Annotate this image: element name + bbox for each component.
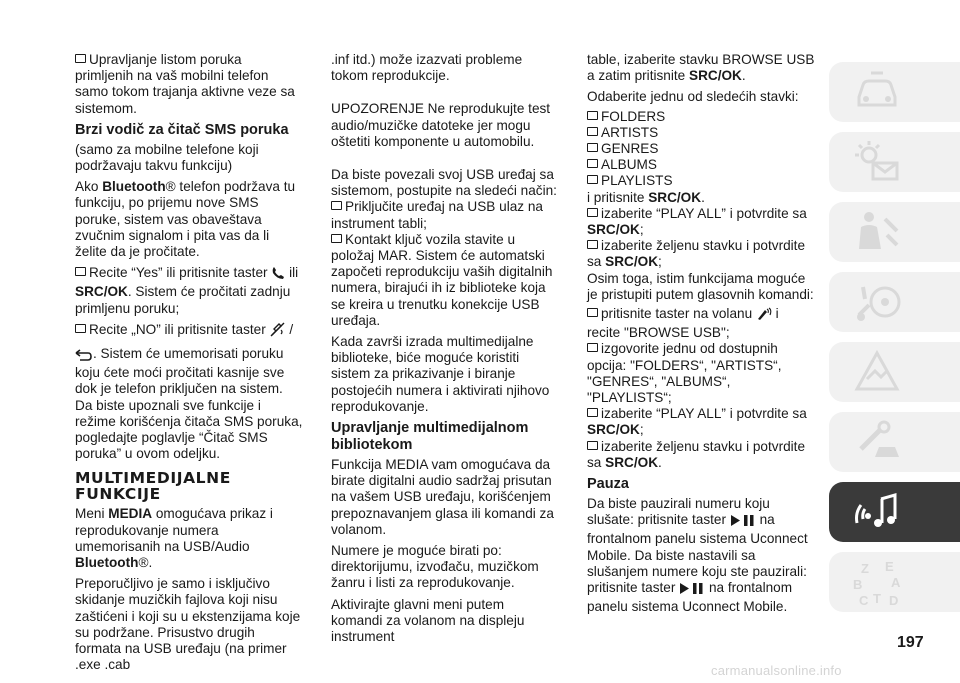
section-heading-multimedia: MULTIMEDIJALNE FUNKCIJE — [75, 469, 231, 504]
voice-mute-icon — [270, 322, 286, 341]
bullet-item: Recite „NO” ili pritisnite taster / — [75, 322, 303, 341]
list-item: PLAYLISTS — [587, 173, 815, 189]
bullet-item: izaberite “PLAY ALL” i potvrdite sa SRC/OK; — [587, 406, 807, 438]
index-letters-icon — [851, 559, 903, 609]
return-arrow-icon — [75, 349, 93, 365]
tab-key-steering[interactable] — [829, 272, 960, 332]
tab-car-dashboard[interactable] — [829, 62, 960, 122]
paragraph: . Sistem će umemorisati poruku koju ćete moći pročitati kasnije sve dok je telefon priključen na sistem. Da biste upoznali sve funkcije i režime korišćenja čitača SMS poruka, pogledajte poglavlje “Čitač SMS poruka” u ovom odeljku. — [75, 346, 303, 462]
chapter-tabs — [829, 62, 960, 614]
bullet-square-icon — [587, 240, 598, 249]
index-letter: E — [885, 559, 894, 574]
bullet-item: pritisnite taster na volanu i recite "BROWSE USB"; — [587, 306, 779, 341]
bullet-item: Kontakt ključ vozila stavite u položaj MAR. Sistem će automatski započeti reprodukciju vaših digitalnih numera, birajući ih iz biblioteke koja se kreira u trenutku konekcije USB uređaja. — [331, 231, 553, 328]
bullet-square-icon — [587, 127, 598, 136]
paragraph: Funkcija MEDIA vam omogućava da birate digitalni audio sadržaj prisutan na vašem USB uređaju, korišćenjem prepoznavanjem glasa ili komandi za volanom. — [331, 457, 554, 537]
bullet-square-icon — [587, 208, 598, 217]
play-pause-icon — [730, 514, 756, 531]
key-steering-icon — [851, 279, 903, 325]
paragraph: Osim toga, istim funkcijama moguće je pristupiti putem glasovnih komandi: — [587, 270, 814, 302]
tab-weather-mail[interactable] — [829, 132, 960, 192]
bullet-item: Priključite uređaj na USB ulaz na instrument tabli; — [331, 199, 543, 231]
bullet-square-icon — [587, 441, 598, 450]
tab-wrench-car[interactable] — [829, 412, 960, 472]
bullet-item: izaberite željenu stavku i potvrdite sa SRC/OK; — [587, 238, 806, 270]
index-letter: Z — [861, 561, 869, 576]
bullet-square-icon — [587, 308, 598, 317]
paragraph: Odaberite jednu od sledećih stavki: — [587, 89, 799, 105]
multimedia-music-icon — [851, 489, 903, 535]
tab-warning-triangle[interactable] — [829, 342, 960, 402]
paragraph: Da biste pauzirali numeru koju slušate: pritisnite taster na frontalnom panelu sistema Uconnect Mobile. Da biste nastavili sa slušanjem numere koju ste pauzirali: pritisnite taster na frontalnom panelu sistema Uconnect Mobile. — [587, 496, 808, 615]
watermark: carmanualsonline.info — [711, 663, 842, 678]
bullet-square-icon — [75, 54, 86, 63]
column-3 — [587, 52, 815, 621]
bullet-square-icon — [587, 159, 598, 168]
car-dashboard-icon — [851, 69, 903, 115]
paragraph: Upravljanje listom poruka primljenih na vaš mobilni telefon samo tokom trajanja aktivne veze sa sistemom. — [75, 52, 295, 116]
bullet-square-icon — [587, 175, 598, 184]
paragraph: Aktivirajte glavni meni putem komandi za volanom na displeju instrument — [331, 596, 525, 645]
bullet-square-icon — [75, 267, 86, 276]
bullet-square-icon — [587, 343, 598, 352]
paragraph: i pritisnite SRC/OK. — [587, 189, 705, 205]
column-1 — [75, 52, 303, 679]
bullet-square-icon — [587, 143, 598, 152]
paragraph: Da biste povezali svoj USB uređaj sa sistemom, postupite na sledeći način: — [331, 167, 557, 199]
paragraph: .inf itd.) može izazvati probleme tokom reprodukcije. — [331, 52, 523, 84]
paragraph: Kada završi izrada multimedijalne biblioteke, biće moguće koristiti sistem za prikazivanje i biranje postojećih numera i aktivirati njihovo reprodukovanje. — [331, 334, 550, 414]
bullet-item: Recite “Yes” ili pritisnite taster ili SRC/OK. Sistem će pročitati zadnju primljenu poruku; — [75, 265, 299, 316]
index-letter: D — [889, 593, 899, 608]
paragraph: table, izaberite stavku BROWSE USB a zatim pritisnite SRC/OK. — [587, 52, 815, 84]
index-letter: C — [859, 593, 869, 608]
wrench-car-icon — [851, 419, 903, 465]
bullet-square-icon — [331, 234, 342, 243]
section-heading-sms: Brzi vodič za čitač SMS poruka — [75, 121, 289, 138]
voice-command-icon — [756, 307, 772, 325]
tab-seatbelt-person[interactable] — [829, 202, 960, 262]
list-item: ALBUMS — [587, 157, 815, 173]
bullet-square-icon — [587, 408, 598, 417]
bullet-item: izaberite željenu stavku i potvrdite sa SRC/OK. — [587, 438, 806, 470]
list-item: FOLDERS — [587, 109, 815, 125]
paragraph: Meni MEDIA omogućava prikaz i reprodukovanje numera umemorisanih na USB/Audio Bluetooth®. — [75, 506, 273, 571]
paragraph: Ako Bluetooth® telefon podržava tu funkciju, po prijemu nove SMS poruke, sistem vas obaveštava zvučnim signalom i pita vas da li želite da je pročitate. — [75, 179, 296, 260]
section-heading-pause: Pauza — [587, 476, 629, 493]
warning-triangle-icon — [851, 349, 903, 395]
bullet-square-icon — [587, 111, 598, 120]
bullet-square-icon — [75, 324, 86, 333]
seatbelt-person-icon — [851, 209, 903, 255]
index-letter: A — [891, 575, 901, 590]
play-pause-icon — [679, 582, 705, 599]
page-number: 197 — [897, 634, 924, 651]
paragraph: Preporučljivo je samo i isključivo skidanje muzičkih fajlova koji nisu zaštićeni i koji su u ekstenzijama koje su podržane. Prisustvo drugih formata na USB uređaju (na primer .exe .cab — [75, 576, 301, 673]
paragraph: (samo za mobilne telefone koji podržavaju takvu funkciju) — [75, 141, 259, 174]
index-letter: B — [853, 577, 863, 592]
section-heading-library: Upravljanje multimedijalnom bibliotekom — [331, 420, 529, 454]
paragraph: Numere je moguće birati po: direktorijumu, izvođaču, muzičkom žanru i listi za reprodukovanje. — [331, 543, 539, 591]
list-item: ARTISTS — [587, 125, 815, 141]
tab-index[interactable] — [829, 552, 960, 612]
tab-multimedia[interactable] — [829, 482, 960, 542]
bullet-item: izgovorite jednu od dostupnih opcija: "FOLDERS“, "ARTISTS“, "GENRES“, "ALBUMS“, "PLAYLISTS“; — [587, 341, 782, 406]
list-item: GENRES — [587, 141, 815, 157]
index-letter: T — [873, 591, 881, 606]
bullet-square-icon — [331, 201, 342, 210]
column-2 — [331, 52, 559, 650]
warning-paragraph: UPOZORENJE Ne reprodukujte test audio/muzičke datoteke jer mogu oštetiti komponente u automobilu. — [331, 101, 551, 149]
weather-mail-icon — [851, 139, 903, 185]
bullet-item: izaberite “PLAY ALL” i potvrdite sa SRC/OK; — [587, 205, 807, 238]
phone-answer-icon — [271, 266, 285, 284]
